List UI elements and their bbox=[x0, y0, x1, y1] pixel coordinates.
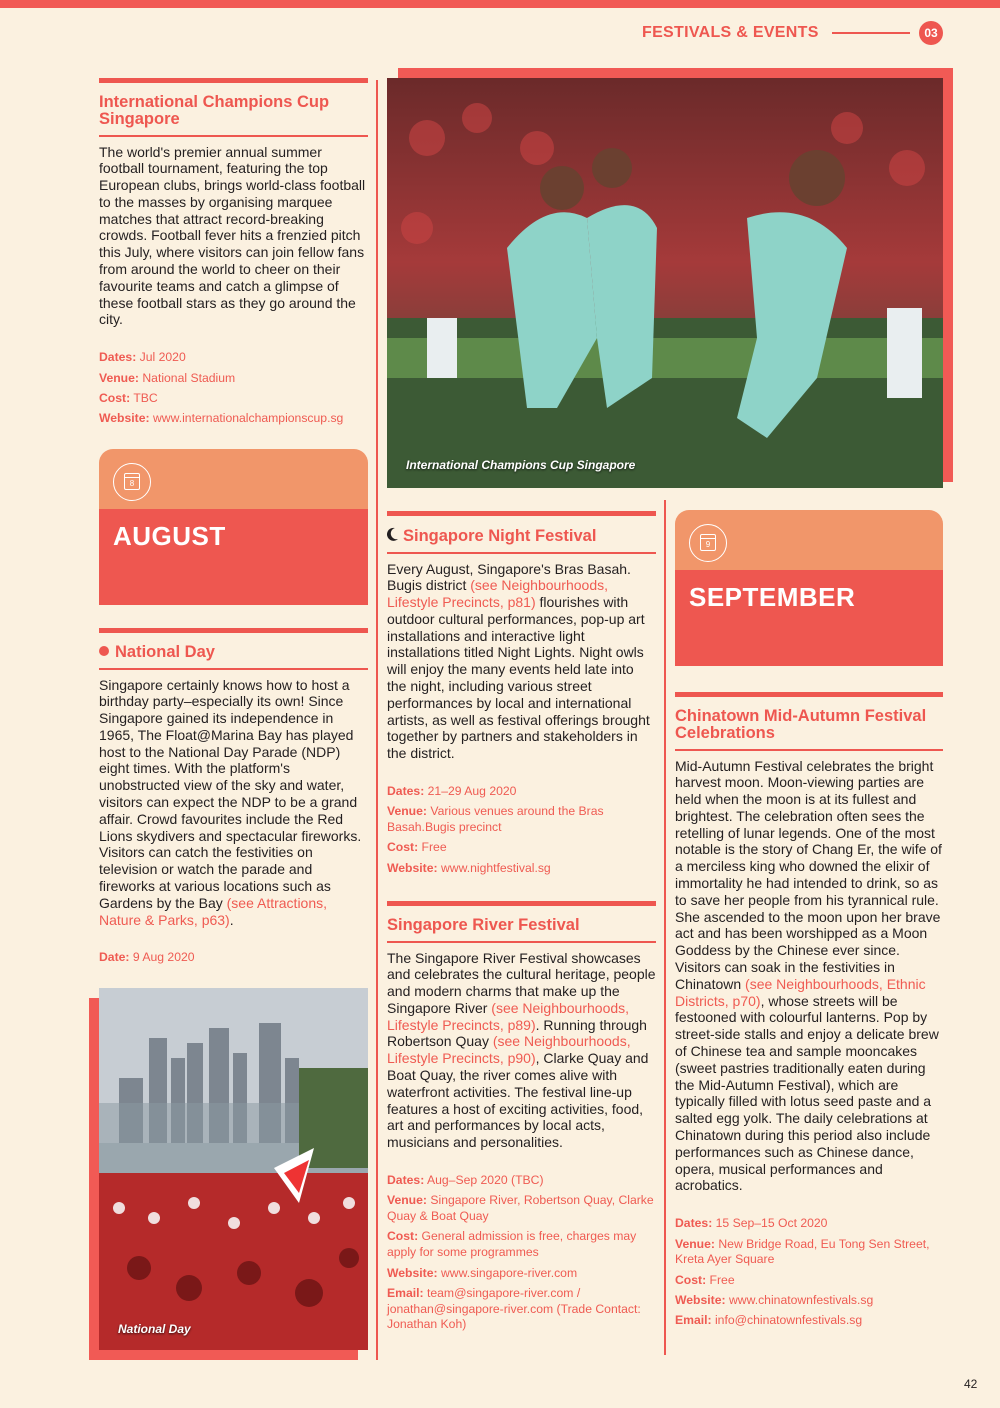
card-top-bar bbox=[387, 901, 656, 906]
national-day-date: 9 Aug 2020 bbox=[132, 950, 195, 965]
august-month-block bbox=[99, 449, 368, 605]
icc-title: International Champions Cup Singapore bbox=[99, 93, 330, 128]
river-festival-body: The Singapore River Festival showcases and celebrates the cultural heritage, people and modern charms that make up the Singapore River (see Neighbourhoods, Lifestyle Precincts, p89). Running through Robertson Quay (see Neighbourhoods, Lifestyle Precincts, p90), Clarke Quay and Boat Quay, the river comes alive with waterfront activities. The festival line-up features a host of exciting activities, food, art and performances by local acts, musicians and personalities. bbox=[387, 949, 656, 1151]
river-festival-email-link[interactable]: team@singapore-river.com / jonathan@singapore-river.com (Trade Contact: Jonathan Koh) bbox=[387, 1285, 641, 1332]
national-day-body: Singapore certainly knows how to host a birthday party–especially its own! Since Singapore gained its independence in 1965, The Float@Marina Bay has played host to the National Day Parade (NDP) eight times. With the platform's unobstructed view of the sky and water, visitors can expect the NDP to be a grand affair. Crowd favourites include the Red Lions skydivers and spectacular fireworks. Visitors can catch the festivities on television or watch the parade and fireworks at various locations such as Gardens by the Bay (see Attractions, Nature & Parks, p63). bbox=[99, 676, 362, 928]
national-day-card bbox=[99, 628, 368, 971]
section-rule bbox=[832, 32, 910, 34]
icc-photo-caption: International Champions Cup Singapore bbox=[406, 458, 636, 472]
crescent-moon-icon bbox=[387, 527, 399, 545]
title-rule bbox=[387, 552, 656, 554]
mid-autumn-venue: New Bridge Road, Eu Tong Sen Street, Kreta Ayer Square bbox=[675, 1236, 930, 1267]
icc-photo bbox=[387, 78, 943, 488]
mid-autumn-email-link[interactable]: info@chinatownfestivals.sg bbox=[714, 1313, 863, 1328]
neighbourhoods-link[interactable]: (see Neighbourhoods, Lifestyle Precincts, p89) bbox=[387, 999, 630, 1033]
mid-autumn-body: Mid-Autumn Festival celebrates the bright harvest moon. Moon-viewing parties are held when the moon is at its fullest and brightest. The celebration often sees the retelling of lunar legends. One of the most notable is the story of Chang Er, the wife of a merciless king who downed the elixir of immortality he had intended to drink, so as to save her people from his tyrannical rule. She ascended to the moon upon her brave act and has been worshipped as a Moon Goddess by the Chinese ever since. Visitors can soak in the festivities in Chinatown (see Neighbourhoods, Ethnic Districts, p70), whose streets will be festooned with colourful lanterns. Pop by street-side stalls and enjoy a delicate brew of Chinese tea and sample mooncakes (sweet pastries traditionally eaten during the Mid-Autumn Festival), which are typically filled with lotus seed paste and a salted egg yolk. The daily celebrations at Chinatown during this period also include performances such as Chinese dance, opera, musical performances and acrobatics. bbox=[675, 757, 942, 1194]
column-divider bbox=[376, 80, 378, 1360]
calendar-icon: 9 bbox=[689, 524, 727, 562]
dates-label: Dates: bbox=[99, 350, 137, 365]
title-rule bbox=[387, 941, 656, 943]
mid-autumn-website-link[interactable]: www.chinatownfestivals.sg bbox=[728, 1292, 874, 1307]
football-players-image bbox=[387, 78, 943, 488]
september-month-block bbox=[675, 510, 943, 666]
section-number-badge: 03 bbox=[919, 21, 943, 45]
venue-label: Venue: bbox=[99, 370, 139, 385]
website-label: Website: bbox=[99, 411, 150, 426]
night-festival-dates: 21–29 Aug 2020 bbox=[427, 784, 517, 799]
card-top-bar bbox=[99, 78, 368, 83]
ethnic-districts-link[interactable]: (see Neighbourhoods, Ethnic Districts, p70) bbox=[675, 975, 926, 1009]
icc-website-link[interactable]: www.internationalchampionscup.sg bbox=[152, 411, 344, 426]
bullet-dot-icon bbox=[99, 646, 109, 656]
neighbourhoods-link[interactable]: (see Neighbourhoods, Lifestyle Precincts, p81) bbox=[387, 577, 609, 611]
icc-meta bbox=[99, 350, 368, 427]
night-festival-meta: Dates: 21–29 Aug 2020 Venue: Various venues around the Bras Basah.Bugis precinct Cost: Free Website: www.nightfestival.sg bbox=[387, 784, 604, 875]
river-festival-card bbox=[387, 901, 656, 1338]
page-number: 42 bbox=[964, 1377, 978, 1391]
title-rule bbox=[99, 668, 368, 670]
attractions-link[interactable]: (see Attractions, Nature & Parks, p63) bbox=[99, 894, 328, 928]
river-festival-cost: General admission is free, charges may apply for some programmes bbox=[387, 1229, 637, 1260]
icc-body: The world's premier annual summer football tournament, featuring the top European clubs, brings world-class football to the masses by organising marquee matches that attract record-breaking crowds. Football fever hits a frenzied pitch this July, where visitors can join fellow fans from around the world to cheer on their favourite teams and catch a glimpse of these football stars as they go around the city. bbox=[99, 143, 366, 328]
cost-label: Cost: bbox=[99, 390, 131, 405]
date-label: Date: bbox=[99, 950, 130, 965]
mid-autumn-card bbox=[675, 692, 943, 1334]
icc-venue: National Stadium bbox=[142, 370, 236, 385]
national-day-meta bbox=[99, 950, 368, 966]
top-accent-bar bbox=[0, 0, 1000, 8]
card-top-bar bbox=[675, 692, 943, 697]
river-festival-website-link[interactable]: www.singapore-river.com bbox=[440, 1265, 578, 1280]
river-festival-venue: Singapore River, Robertson Quay, Clarke Quay & Boat Quay bbox=[387, 1193, 654, 1224]
icc-dates: Jul 2020 bbox=[139, 350, 186, 365]
card-top-bar bbox=[99, 628, 368, 633]
icc-card bbox=[99, 78, 368, 431]
section-title: FESTIVALS & EVENTS bbox=[642, 24, 819, 41]
night-festival-title: Singapore Night Festival bbox=[403, 527, 597, 545]
river-festival-dates: Aug–Sep 2020 (TBC) bbox=[426, 1173, 544, 1188]
national-day-photo-caption: National Day bbox=[118, 1322, 191, 1336]
neighbourhoods-link[interactable]: (see Neighbourhoods, Lifestyle Precincts, p90) bbox=[387, 1033, 631, 1067]
night-festival-website-link[interactable]: www.nightfestival.sg bbox=[440, 860, 551, 875]
mid-autumn-meta: Dates: 15 Sep–15 Oct 2020 Venue: New Bridge Road, Eu Tong Sen Street, Kreta Ayer Square Cost: Free Website: www.chinatownfestivals.sg Email: info@chinatownfestivals.sg bbox=[675, 1216, 930, 1328]
month-name: AUGUST bbox=[113, 521, 226, 551]
night-festival-body: Every August, Singapore's Bras Basah. Bugis district (see Neighbourhoods, Lifestyle Precincts, p81) flourishes with outdoor cultural performances, pop-up art installations and interactive light installations titled Night Lights. Night owls will enjoy the many events held late into the night, including various street performances by local and international artists, as well as festival offerings brought together by partners and stakeholders in the district. bbox=[387, 560, 650, 762]
river-festival-title: Singapore River Festival bbox=[387, 916, 580, 934]
river-festival-meta: Dates: Aug–Sep 2020 (TBC) Venue: Singapore River, Robertson Quay, Clarke Quay & Boat Quay Cost: General admission is free, charges may apply for some programmes Website: www.singapore-river.com Email: team@singapore-river.com / jonathan@singapore-river.com (Trade Contact: Jonathan Koh) bbox=[387, 1173, 654, 1332]
title-rule bbox=[99, 135, 368, 137]
mid-autumn-cost: Free bbox=[709, 1272, 735, 1287]
month-name: SEPTEMBER bbox=[689, 582, 856, 612]
mid-autumn-dates: 15 Sep–15 Oct 2020 bbox=[715, 1216, 828, 1231]
column-divider bbox=[664, 500, 666, 1355]
night-festival-cost: Free bbox=[421, 840, 447, 855]
night-festival-venue: Various venues around the Bras Basah.Bugis precinct bbox=[387, 804, 604, 835]
title-rule bbox=[675, 749, 943, 751]
card-top-bar bbox=[387, 511, 656, 516]
mid-autumn-title: Chinatown Mid-Autumn Festival Celebrations bbox=[675, 707, 927, 742]
night-festival-card bbox=[387, 511, 656, 881]
calendar-icon: 8 bbox=[113, 463, 151, 501]
national-day-photo bbox=[99, 988, 368, 1350]
icc-cost: TBC bbox=[133, 390, 158, 405]
marina-bay-crowd-image bbox=[99, 988, 368, 1350]
national-day-title: National Day bbox=[115, 643, 215, 661]
